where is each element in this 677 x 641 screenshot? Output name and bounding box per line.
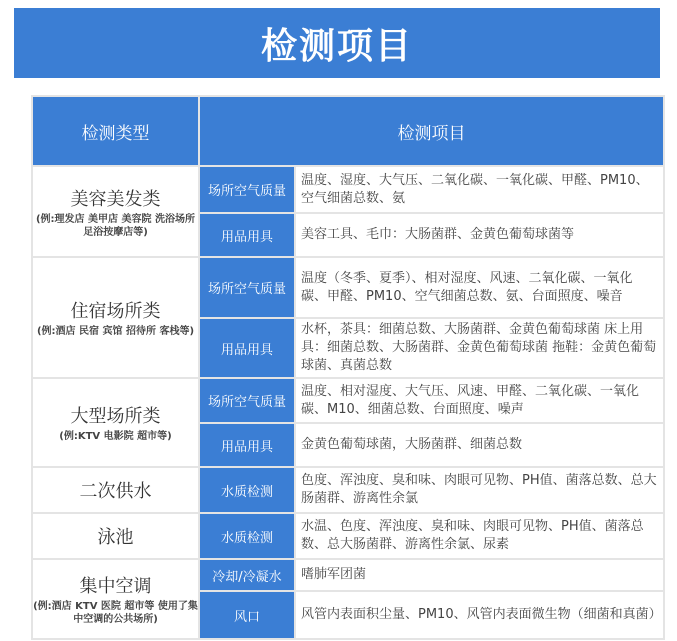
category-cell: 风口 xyxy=(200,592,294,638)
items-cell: 温度、相对湿度、大气压、风速、甲醛、二氧化碳、一氧化碳、M10、细菌总数、台面照度、噪声 xyxy=(296,379,663,422)
table-row xyxy=(33,258,663,317)
category-cell: 水质检测 xyxy=(200,468,294,512)
table-row xyxy=(33,379,663,422)
type-examples: (例:酒店 KTV 医院 超市等 使用了集中空调的公共场所) xyxy=(33,601,198,625)
type-name: 集中空调 xyxy=(79,576,152,597)
table-row xyxy=(33,560,663,590)
type-cell xyxy=(33,379,198,466)
items-cell: 水杯，茶具：细菌总数、大肠菌群、金黄色葡萄球菌 床上用具：细菌总数、大肠菌群、金黄色葡萄球菌 拖鞋：金黄色葡萄球菌、真菌总数 xyxy=(296,319,663,377)
type-name: 大型场所类 xyxy=(70,406,161,427)
page-title: 检测项目 xyxy=(14,8,660,78)
type-examples: (例:酒店 民宿 宾馆 招待所 客栈等) xyxy=(36,326,195,337)
items-cell: 金黄色葡萄球菌，大肠菌群、细菌总数 xyxy=(296,424,663,466)
type-examples: (例:KTV 电影院 超市等) xyxy=(59,431,172,442)
type-cell xyxy=(33,258,198,377)
inspection-table xyxy=(31,95,665,640)
table-row xyxy=(33,514,663,558)
items-cell: 温度（冬季、夏季）、相对湿度、风速、二氧化碳、一氧化碳、甲醛、PM10、空气细菌总数、氨、台面照度、噪音 xyxy=(296,258,663,317)
table-header xyxy=(33,97,663,165)
items-cell: 风管内表面积尘量、PM10、风管内表面微生物（细菌和真菌） xyxy=(296,592,663,638)
category-cell: 用品用具 xyxy=(200,424,294,466)
type-cell xyxy=(33,468,198,512)
category-cell: 水质检测 xyxy=(200,514,294,558)
header-items: 检测项目 xyxy=(200,97,663,165)
category-cell: 场所空气质量 xyxy=(200,258,294,317)
items-cell: 水温、色度、浑浊度、臭和味、肉眼可见物、PH值、菌落总数、总大肠菌群、游离性余氯、尿素 xyxy=(296,514,663,558)
category-cell: 场所空气质量 xyxy=(200,167,294,212)
items-cell: 色度、浑浊度、臭和味、肉眼可见物、PH值、菌落总数、总大肠菌群、游离性余氯 xyxy=(296,468,663,512)
type-name: 二次供水 xyxy=(79,481,152,502)
header-type: 检测类型 xyxy=(33,97,198,165)
type-name: 美容美发类 xyxy=(70,188,161,210)
category-cell: 用品用具 xyxy=(200,319,294,377)
items-cell: 美容工具、毛巾：大肠菌群、金黄色葡萄球菌等 xyxy=(296,214,663,256)
category-cell: 冷却/冷凝水 xyxy=(200,560,294,590)
type-examples: (例:理发店 美甲店 美容院 洗浴场所 足浴按摩店等) xyxy=(35,213,195,238)
type-name: 泳池 xyxy=(97,527,134,548)
category-cell: 场所空气质量 xyxy=(200,379,294,422)
items-cell: 温度、湿度、大气压、二氧化碳、一氧化碳、甲醛、PM10、空气细菌总数、氨 xyxy=(296,167,663,212)
category-cell: 用品用具 xyxy=(200,214,294,256)
type-cell xyxy=(33,514,198,558)
table-row xyxy=(33,468,663,512)
type-cell xyxy=(33,167,198,256)
type-cell xyxy=(33,560,198,638)
type-name: 住宿场所类 xyxy=(70,301,161,322)
items-cell: 嗜肺军团菌 xyxy=(296,560,663,590)
table-row xyxy=(33,167,663,212)
